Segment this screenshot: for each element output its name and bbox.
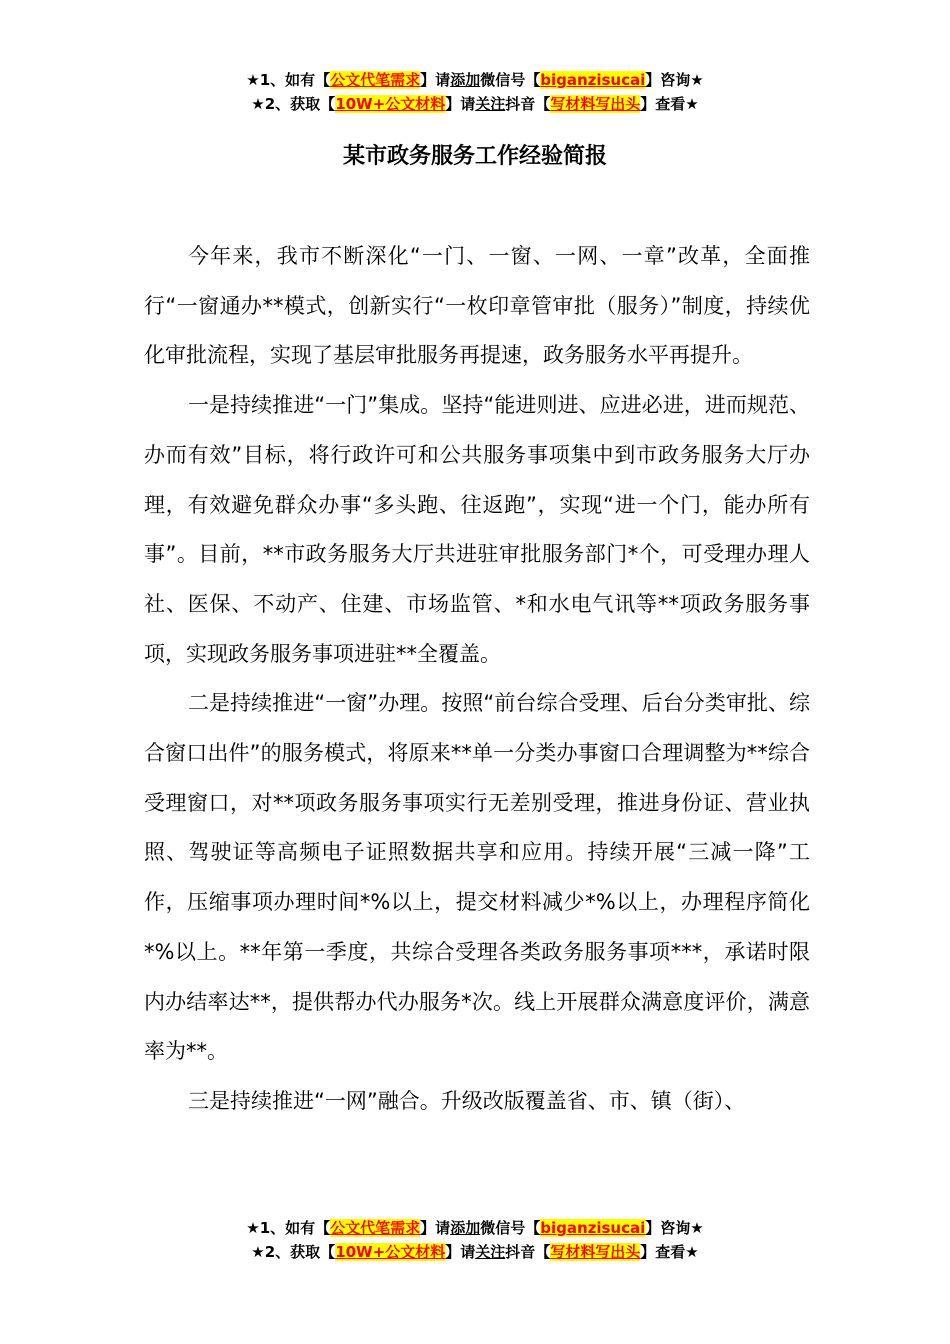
promo-line-1-highlight-service: 公文代笔需求 [330, 71, 421, 89]
promo-line-2 [0, 1240, 950, 1264]
promo-line-1-suffix: 】咨询★ [645, 71, 704, 89]
promo-line-1-underlined: 添加 [450, 1219, 481, 1237]
promo-line-1 [0, 68, 950, 92]
promo-line-1-mid2: 微信号【 [480, 71, 541, 89]
promo-line-1-highlight-wechat: biganzisucai [540, 1219, 646, 1237]
paragraph-one-window: 二是持续推进“一窗”办理。按照“前台综合受理、后台分类审批、综合窗口出件”的服务模式，将原来**单一分类办事窗口合理调整为**综合受理窗口，对**项政务服务事项实行无差别受理，推进身份证、营业执照、驾驶证等高频电子证照数据共享和应用。持续开展“三减一降”工作，压缩事项办理时间*%以上，提交材料减少*%以上，办理程序简化*%以上。**年第一季度，共综合受理各类政务服务事项***，承诺时限内办结率达**，提供帮办代办服务*次。线上开展群众满意度评价，满意率为**。 [144, 691, 810, 1064]
paragraph-one-network: 三是持续推进“一网”融合。升级改版覆盖省、市、镇（街）、 [188, 1088, 746, 1113]
promo-line-1-prefix: ★1、如有【 [246, 71, 331, 89]
paragraph-intro: 今年来，我市不断深化“一门、一窗、一网、一章”改革，全面推行“一窗通办**模式，创新实行“一枚印章管审批（服务）”制度，持续优化审批流程，实现了基层审批服务再提速，政务服务水平再提升。 [144, 244, 810, 368]
promo-line-1-prefix: ★1、如有【 [246, 1219, 331, 1237]
document-title: 某市政务服务工作经验简报 [342, 144, 607, 169]
bottom-promo-banner [0, 1216, 950, 1264]
promo-line-1-suffix: 】咨询★ [645, 1219, 704, 1237]
promo-line-1-mid2: 微信号【 [480, 1219, 541, 1237]
promo-line-2-highlight-materials: 10W+公文材料 [335, 95, 446, 113]
promo-line-2-prefix: ★2、获取【 [251, 95, 336, 113]
promo-line-1-mid: 】请 [420, 71, 451, 89]
promo-line-2-underlined: 关注 [475, 95, 506, 113]
promo-line-2-underlined: 关注 [475, 1243, 506, 1261]
promo-line-2-mid2: 抖音【 [505, 95, 551, 113]
promo-line-1-underlined: 添加 [450, 71, 481, 89]
promo-line-2-highlight-douyin: 写材料写出头 [550, 1243, 641, 1261]
top-promo-banner [0, 68, 950, 116]
promo-line-2-suffix: 】查看★ [640, 95, 699, 113]
promo-line-2-mid: 】请 [445, 95, 476, 113]
promo-line-1-highlight-service: 公文代笔需求 [330, 1219, 421, 1237]
promo-line-2-highlight-materials: 10W+公文材料 [335, 1243, 446, 1261]
promo-line-1-highlight-wechat: biganzisucai [540, 71, 646, 89]
promo-line-2-highlight-douyin: 写材料写出头 [550, 95, 641, 113]
promo-line-2 [0, 92, 950, 116]
paragraph-one-door: 一是持续推进“一门”集成。坚持“能进则进、应进必进，进而规范、办而有效”目标，将行政许可和公共服务事项集中到市政务服务大厅办理，有效避免群众办事“多头跑、往返跑”，实现“进一个门，能办所有事”。目前，**市政务服务大厅共进驻审批服务部门*个，可受理办理人社、医保、不动产、住建、市场监管、*和水电气讯等**项政务服务事项，实现政务服务事项进驻**全覆盖。 [144, 393, 810, 666]
promo-line-1 [0, 1216, 950, 1240]
document-body [144, 232, 810, 1127]
promo-line-2-prefix: ★2、获取【 [251, 1243, 336, 1261]
promo-line-2-suffix: 】查看★ [640, 1243, 699, 1261]
promo-line-2-mid2: 抖音【 [505, 1243, 551, 1261]
promo-line-2-mid: 】请 [445, 1243, 476, 1261]
promo-line-1-mid: 】请 [420, 1219, 451, 1237]
